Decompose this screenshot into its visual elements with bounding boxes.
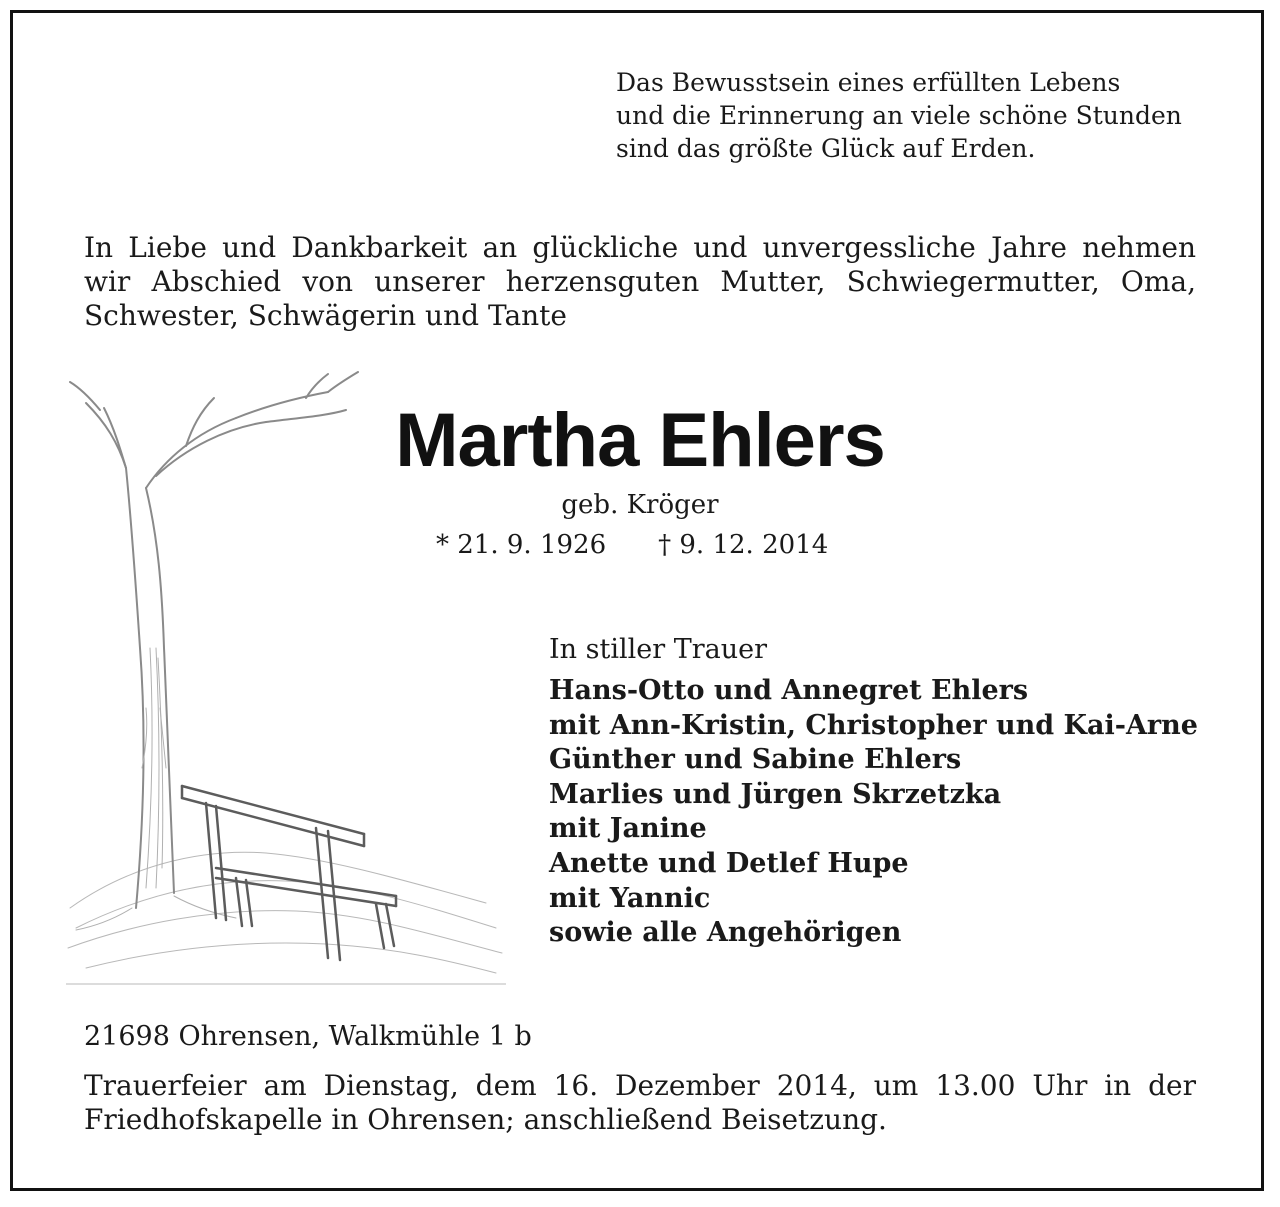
motto-quote — [616, 66, 1182, 165]
family-address: 21698 Ohrensen, Walkmühle 1 b — [84, 1021, 532, 1052]
mourners-list — [549, 674, 1198, 951]
life-dates — [436, 528, 828, 562]
intro-line: wir Abschied von unserer herzensguten Mutter, Schwiegermutter, Oma, — [84, 265, 1196, 298]
mourners-lead: In stiller Trauer — [549, 634, 768, 665]
mourner-entry: Marlies und Jürgen Skrzetzka — [549, 778, 1002, 810]
intro-line: In Liebe und Dankbarkeit an glückliche und unvergessliche Jahre nehmen — [84, 231, 1196, 264]
mourner-entry: Anette und Detlef Hupe — [549, 847, 909, 879]
mourner-entry: mit Ann-Kristin, Christopher und Kai-Arne — [549, 709, 1198, 741]
mourner-entry: sowie alle Angehörigen — [549, 917, 902, 949]
birth-date: * 21. 9. 1926 — [436, 530, 607, 560]
intro-line: Schwester, Schwägerin und Tante — [84, 299, 567, 332]
mourner-entry: mit Janine — [549, 813, 707, 845]
motto-line: Das Bewusstsein eines erfüllten Lebens — [616, 68, 1121, 97]
mourners-block — [549, 632, 1198, 951]
birth-name: geb. Kröger — [561, 490, 719, 520]
funeral-line: Friedhofskapelle in Ohrensen; anschließend Beisetzung. — [84, 1103, 887, 1136]
mourner-entry: mit Yannic — [549, 882, 711, 914]
motto-line: und die Erinnerung an viele schöne Stunden — [616, 101, 1182, 130]
intro-paragraph — [84, 231, 1196, 333]
funeral-line: Trauerfeier am Dienstag, dem 16. Dezember 2014, um 13.00 Uhr in der — [84, 1069, 1196, 1102]
motto-line: sind das größte Glück auf Erden. — [616, 134, 1036, 163]
mourner-entry: Hans-Otto und Annegret Ehlers — [549, 675, 1029, 706]
mourner-entry: Günther und Sabine Ehlers — [549, 744, 962, 776]
death-date: † 9. 12. 2014 — [658, 530, 829, 560]
funeral-notice — [84, 1069, 1196, 1137]
deceased-name: Martha Ehlers — [395, 398, 885, 483]
